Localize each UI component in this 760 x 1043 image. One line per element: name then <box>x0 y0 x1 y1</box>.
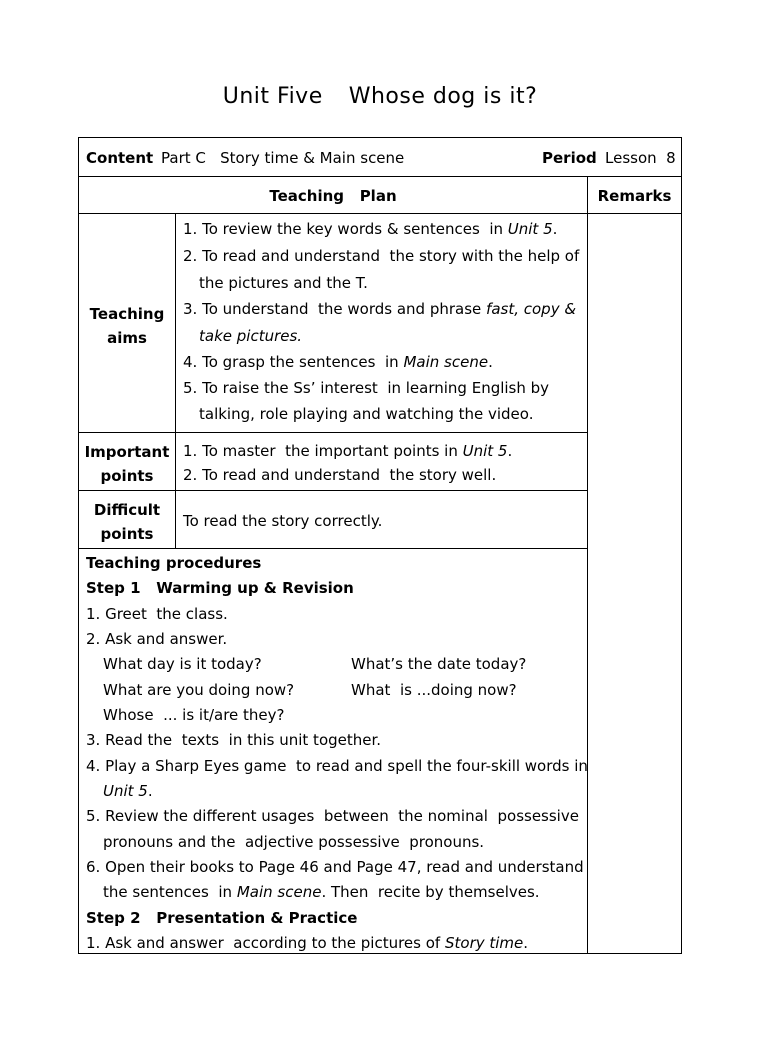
aim-1-text: 1. To review the key words & sentences in <box>183 220 508 238</box>
procedure-2: 2. Ask and answer. <box>86 630 228 648</box>
aim-2: 2. To read and understand the story with the help of <box>183 247 580 265</box>
procedure-6-text: the sentences in <box>103 883 237 901</box>
aim-2-cont: the pictures and the T. <box>199 274 368 292</box>
important-points-label-line1: Important <box>84 443 170 461</box>
aim-1: 1. To review the key words & sentences in Unit 5. <box>183 220 558 238</box>
procedure-6-tail: . Then recite by themselves. <box>321 883 540 901</box>
procedure-4: 4. Play a Sharp Eyes game to read and spell the four-skill words in <box>86 757 588 775</box>
content-label: Content <box>86 149 154 167</box>
remarks-header: Remarks <box>597 187 672 205</box>
important-points-label <box>79 440 175 488</box>
column-divider-label <box>175 213 176 548</box>
teaching-aims-label-line1: Teaching <box>89 305 165 323</box>
procedure-5-cont: pronouns and the adjective possessive pronouns. <box>103 833 485 851</box>
question-5: Whose ... is it/are they? <box>103 706 285 724</box>
difficult-points-label-line1: Difficult <box>93 501 161 519</box>
page-title <box>0 84 760 109</box>
aim-4-text: 4. To grasp the sentences in <box>183 353 404 371</box>
aim-4-scene: Main scene <box>403 353 489 371</box>
procedure-7: 1. Ask and answer according to the pictures of Story time. <box>86 934 529 952</box>
aim-3-text: 3. To understand the words and phrase <box>183 300 487 318</box>
procedure-4-unit: Unit 5 <box>103 782 148 800</box>
row-divider <box>78 548 587 549</box>
table-border-bottom <box>78 953 682 954</box>
row-divider <box>78 432 587 433</box>
aim-3-cont: take pictures. <box>199 327 303 345</box>
procedure-4-cont: Unit 5. <box>103 782 153 800</box>
important-point-1-text: 1. To master the important points in <box>183 442 463 460</box>
table-border-right <box>681 137 682 954</box>
procedure-5: 5. Review the different usages between the nominal possessive <box>86 807 579 825</box>
difficult-point-text: To read the story correctly. <box>183 512 383 530</box>
row-divider <box>78 176 682 177</box>
table-border-top <box>78 137 682 138</box>
step-2-heading: Step 2 Presentation & Practice <box>86 909 358 927</box>
step-1-heading: Step 1 Warming up & Revision <box>86 579 354 597</box>
procedure-6-cont <box>103 882 540 902</box>
procedure-6: 6. Open their books to Page 46 and Page 47, read and understand <box>86 858 584 876</box>
question-2: What’s the date today? <box>351 655 527 673</box>
row-divider <box>78 490 587 491</box>
difficult-points-label-line2: points <box>100 525 154 543</box>
important-point-2: 2. To read and understand the story well. <box>183 466 497 484</box>
aim-4: 4. To grasp the sentences in Main scene. <box>183 353 493 371</box>
procedure-3: 3. Read the texts in this unit together. <box>86 731 382 749</box>
aim-1-unit: Unit 5 <box>507 220 553 238</box>
procedure-7-text: 1. Ask and answer according to the pictures of <box>86 934 445 952</box>
row-divider <box>78 213 682 214</box>
column-divider-remarks <box>587 176 588 954</box>
procedure-7-story: Story time <box>444 934 524 952</box>
title-question: Whose dog is it? <box>348 84 538 109</box>
difficult-points-label <box>79 498 175 546</box>
important-point-1: 1. To master the important points in Unit 5. <box>183 442 513 460</box>
teaching-aims-label-line2: aims <box>107 329 147 347</box>
procedure-1: 1. Greet the class. <box>86 605 228 623</box>
aim-3 <box>183 299 576 319</box>
teaching-aims-label <box>79 302 175 350</box>
aim-5: 5. To raise the Ss’ interest in learning English by <box>183 379 550 397</box>
teaching-plan-header: Teaching Plan <box>269 187 397 205</box>
period-value: Lesson 8 <box>605 149 676 167</box>
important-points-label-line2: points <box>100 467 154 485</box>
aim-3-phrase: fast, copy & <box>486 300 577 318</box>
question-1: What day is it today? <box>103 655 262 673</box>
procedure-6-scene: Main scene <box>236 883 322 901</box>
question-4: What is ...doing now? <box>351 681 517 699</box>
period-label: Period <box>542 149 597 167</box>
title-unit: Unit Five <box>222 84 323 109</box>
question-3: What are you doing now? <box>103 681 295 699</box>
procedures-heading: Teaching procedures <box>86 554 262 572</box>
important-point-1-unit: Unit 5 <box>462 442 508 460</box>
content-value: Part C Story time & Main scene <box>161 149 405 167</box>
aim-5-cont: talking, role playing and watching the video. <box>199 405 534 423</box>
